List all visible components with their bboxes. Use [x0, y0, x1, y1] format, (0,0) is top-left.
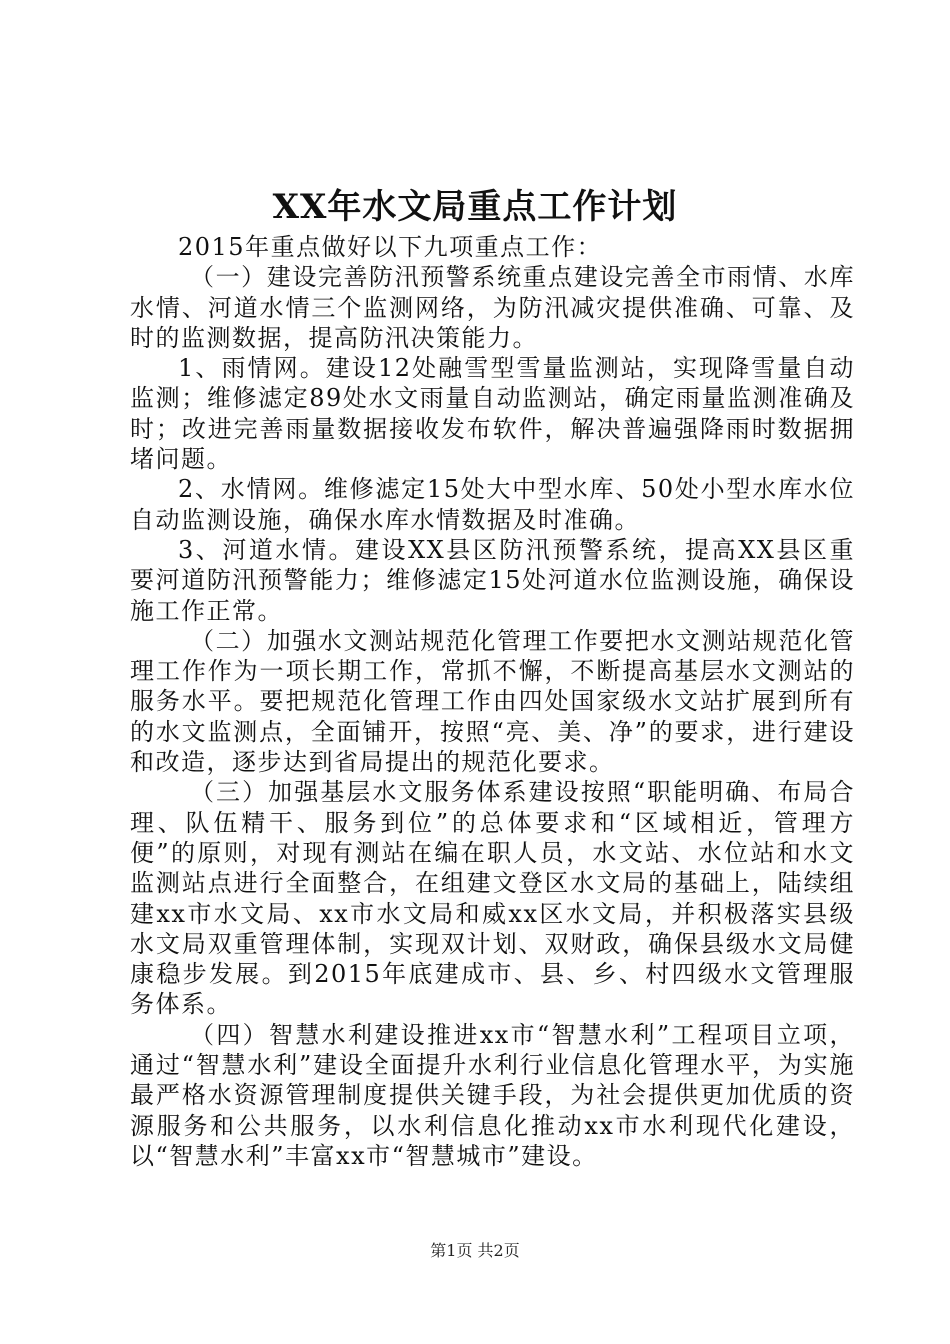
water-network-paragraph: 2、水情网。维修滤定15处大中型水库、50处小型水库水位自动监测设施，确保水库水情数据及时准确。 [130, 475, 855, 534]
section-two-paragraph: （二）加强水文测站规范化管理工作要把水文测站规范化管理工作作为一项长期工作，常抓不懈，不断提高基层水文测站的服务水平。要把规范化管理工作由四处国家级水文站扩展到所有的水文监测点，全面铺开，按照“亮、美、净”的要求，进行建设和改造，逐步达到省局提出的规范化要求。 [130, 626, 855, 777]
intro-paragraph: 2015年重点做好以下九项重点工作： [178, 233, 603, 261]
section-three-paragraph: （三）加强基层水文服务体系建设按照“职能明确、布局合理、队伍精干、服务到位”的总体要求和“区域相近，管理方便”的原则，对现有测站在编在职人员，水文站、水位站和水文监测站点进行全面整合，在组建文登区水文局的基础上，陆续组建xx市水文局、xx市水文局和威xx区水文局，并积极落实县级水文局双重管理体制，实现双计划、双财政，确保县级水文局健康稳步发展。到2015年底建成市、县、乡、村四级水文管理服务体系。 [130, 778, 855, 1019]
section-one-paragraph: （一）建设完善防汛预警系统重点建设完善全市雨情、水库水情、河道水情三个监测网络，为防汛减灾提供准确、可靠、及时的监测数据，提高防汛决策能力。 [130, 263, 855, 352]
rain-network-paragraph: 1、雨情网。建设12处融雪型雪量监测站，实现降雪量自动监测；维修滤定89处水文雨量自动监测站，确定雨量监测准确及时；改进完善雨量数据接收发布软件，解决普遍强降雨时数据拥堵问题。 [130, 354, 855, 474]
page-number-footer: 第1页 共2页 [430, 1241, 520, 1260]
document-title: XX年水文局重点工作计划 [272, 187, 678, 227]
section-four-paragraph: （四）智慧水利建设推进xx市“智慧水利”工程项目立项，通过“智慧水利”建设全面提升水利行业信息化管理水平，为实施最严格水资源管理制度提供关键手段，为社会提供更加优质的资源服务和公共服务，以水利信息化推动xx市水利现代化建设，以“智慧水利”丰富xx市“智慧城市”建设。 [130, 1020, 855, 1170]
river-water-paragraph: 3、河道水情。建设XX县区防汛预警系统，提高XX县区重要河道防汛预警能力；维修滤定15处河道水位监测设施，确保设施工作正常。 [130, 535, 855, 625]
document-body [130, 232, 855, 1171]
